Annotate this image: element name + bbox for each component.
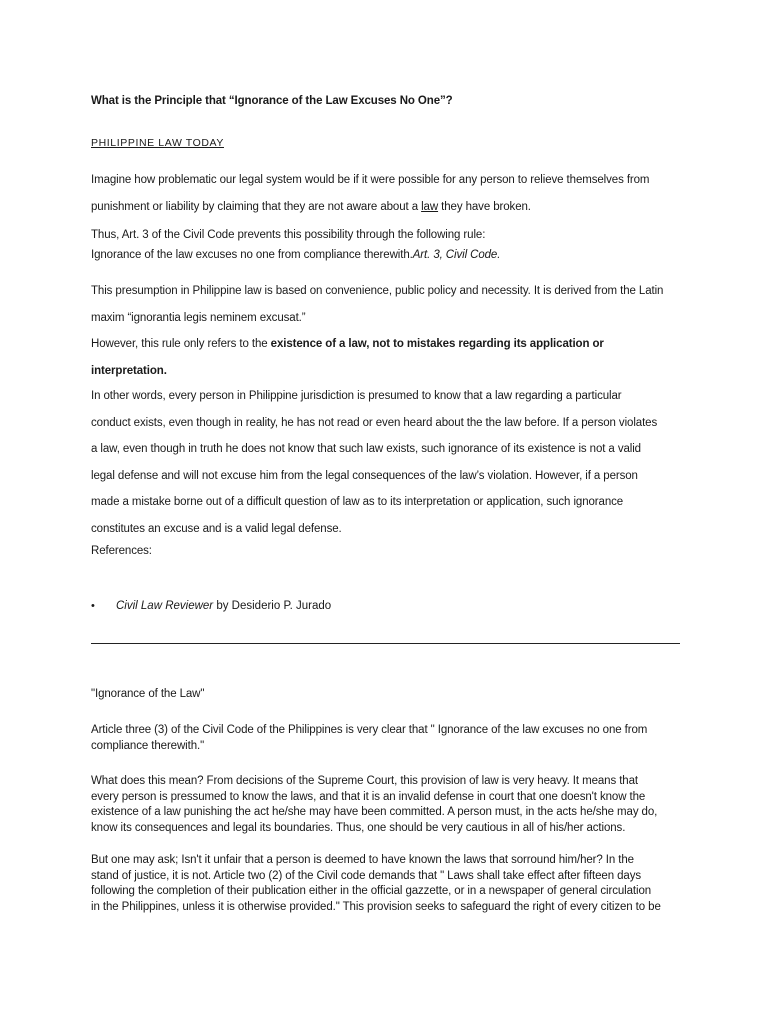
text-line: Imagine how problematic our legal system would be if it were possible for any person to relieve themselves from (91, 174, 650, 186)
text-line (91, 331, 686, 358)
book-title: Civil Law Reviewer (116, 600, 214, 612)
paragraph-intro (91, 167, 686, 220)
section2-paragraph-1 (91, 723, 686, 754)
text-line: In other words, every person in Philippine jurisdiction is presumed to know that a law regarding a particular (91, 390, 622, 402)
text-line: compliance therewith." (91, 739, 205, 752)
text-line: every person is pressumed to know the laws, and that it is an invalid defense in court that one doesn't know the (91, 790, 646, 803)
section2-paragraph-2 (91, 774, 686, 836)
section2-title: "Ignorance of the Law" (91, 688, 205, 700)
text-run: However, this rule only refers to the (91, 338, 271, 350)
section-heading: PHILIPPINE LAW TODAY (91, 137, 224, 149)
law-link[interactable]: law (421, 200, 439, 213)
text-line: Thus, Art. 3 of the Civil Code prevents this possibility through the following rule: (91, 229, 486, 241)
text-line (91, 194, 686, 221)
paragraph-explanation (91, 383, 686, 542)
text-line: a law, even though in truth he does not know that such law exists, such ignorance of its existence is not a valid (91, 443, 641, 455)
bold-text: interpretation. (91, 364, 167, 377)
section2-paragraph-3 (91, 853, 686, 915)
citation: Art. 3, Civil Code. (412, 249, 501, 261)
paragraph-presumption (91, 278, 686, 384)
text-run: punishment or liability by claiming that they are not aware about a (91, 200, 422, 213)
text-line: maxim “ignorantia legis neminem excusat.” (91, 311, 306, 324)
paragraph-rule (91, 225, 686, 265)
horizontal-divider (91, 643, 680, 644)
reference-item (116, 600, 331, 612)
bullet-icon: • (91, 600, 95, 612)
text-line: Article three (3) of the Civil Code of the Philippines is very clear that " Ignorance of the law excuses no one from (91, 724, 648, 736)
text-line: following the completion of their publication either in the official gazzette, or in a newspaper of general circulation (91, 885, 652, 897)
text-line: constitutes an excuse and is a valid legal defense. (91, 522, 342, 535)
text-line (91, 245, 686, 265)
text-run: they have broken. (438, 200, 531, 213)
document-title: What is the Principle that “Ignorance of the Law Excuses No One”? (91, 95, 453, 107)
bold-text: existence of a law, not to mistakes regarding its application or (270, 338, 604, 350)
text-line: But one may ask; Isn't it unfair that a person is deemed to have known the laws that sorround him/her? In the (91, 854, 634, 866)
text-run: Ignorance of the law excuses no one from compliance therewith. (91, 249, 413, 261)
text-line: made a mistake borne out of a difficult question of law as to its interpretation or application, such ignorance (91, 496, 624, 508)
text-line: This presumption in Philippine law is based on convenience, public policy and necessity. It is derived from the Latin (91, 285, 664, 297)
text-line: What does this mean? From decisions of the Supreme Court, this provision of law is very heavy. It means that (91, 775, 638, 787)
text-line: existence of a law punishing the act he/she may have been committed. A person must, in the acts he/she may do, (91, 806, 658, 818)
text-line: conduct exists, even though in reality, he has not read or even heard about the the law before. If a person violates (91, 416, 658, 429)
text-line: legal defense and will not excuse him from the legal consequences of the law’s violation. However, if a person (91, 469, 638, 482)
text-run: by Desiderio P. Jurado (213, 600, 332, 612)
references-label: References: (91, 545, 152, 557)
text-line: in the Philippines, unless it is otherwise provided." This provision seeks to safeguard the right of every citizen to be (91, 900, 661, 913)
text-line: know its consequences and legal its boundaries. Thus, one should be very cautious in all of his/her actions. (91, 821, 626, 834)
text-line: stand of justice, it is not. Article two (2) of the Civil code demands that " Laws shall take effect after fifteen days (91, 869, 642, 882)
